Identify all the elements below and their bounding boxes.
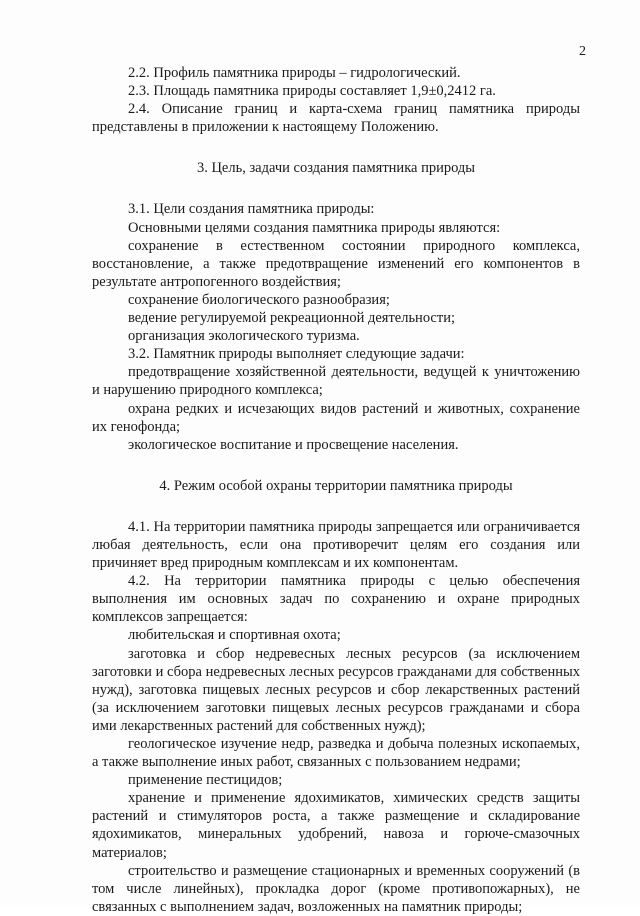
list-item-prohibition: хранение и применение ядохимикатов, химических средств защиты растений и стимуляторов роста, а также размещение и складирование ядохимикатов, минеральных удобрений, навоза и горюче-смазочных материалов;	[92, 790, 580, 861]
list-item-goal: сохранение в естественном состоянии природного комплекса, восстановление, а также предотвращение изменений его компонентов в результате антропогенного воздействия;	[92, 237, 580, 290]
list-item-goal: организация экологического туризма.	[128, 328, 360, 345]
section-heading-4: 4. Режим особой охраны территории памятника природы	[159, 477, 513, 494]
list-item-prohibition: заготовка и сбор недревесных лесных ресурсов (за исключением заготовки и сбора недревесных лесных ресурсов гражданами для собственных нужд), заготовка пищевых лесных ресурсов и сбор лекарственных растений (за исключением заготовки пищевых лесных ресурсов гражданами и сбора ими лекарственных растений для собственных нужд);	[92, 645, 580, 734]
page-number: 2	[579, 44, 586, 59]
paragraph-goals-intro: Основными целями создания памятника природы являются:	[128, 219, 501, 236]
paragraph-4-1: 4.1. На территории памятника природы запрещается или ограничивается любая деятельность, если она противоречит целям его создания или причиняет вред природным комплексам и их компонентам.	[92, 518, 580, 572]
spacer	[92, 454, 580, 477]
list-item-prohibition: любительская и спортивная охота;	[128, 627, 341, 644]
paragraph-3-1: 3.1. Цели создания памятника природы:	[128, 201, 375, 218]
paragraph-2-2: 2.2. Профиль памятника природы – гидрологический.	[128, 65, 461, 81]
document-body	[92, 64, 580, 916]
paragraph-2-4: 2.4. Описание границ и карта-схема границ памятника природы представлены в приложении к настоящему Положению.	[92, 101, 580, 136]
spacer	[92, 495, 580, 518]
spacer	[92, 136, 580, 159]
list-item-task: экологическое воспитание и просвещение населения.	[128, 436, 459, 453]
list-item-goal: ведение регулируемой рекреационной деятельности;	[128, 310, 455, 327]
list-item-goal: сохранение биологического разнообразия;	[128, 291, 390, 308]
list-item-prohibition: геологическое изучение недр, разведка и добыча полезных ископаемых, а также выполнение иных работ, связанных с пользованием недрами;	[92, 736, 580, 771]
paragraph-4-2: 4.2. На территории памятника природы с целью обеспечения выполнения им основных задач по сохранению и охране природных комплексов запрещается:	[92, 573, 580, 626]
section-heading-3: 3. Цель, задачи создания памятника природы	[196, 160, 476, 177]
list-item-task: охрана редких и исчезающих видов растений и животных, сохранение их генофонда;	[92, 400, 580, 435]
paragraph-3-2: 3.2. Памятник природы выполняет следующие задачи:	[128, 346, 465, 363]
list-item-prohibition: строительство и размещение стационарных и временных сооружений (в том числе линейных), прокладка дорог (кроме противопожарных), не связанных с выполнением задач, возложенных на памятник природы;	[92, 862, 580, 915]
list-item-task: предотвращение хозяйственной деятельности, ведущей к уничтожению и нарушению природного комплекса;	[92, 364, 580, 399]
paragraph-2-3: 2.3. Площадь памятника природы составляет 1,9±0,2412 га.	[128, 83, 496, 100]
list-item-prohibition: применение пестицидов;	[128, 772, 283, 789]
spacer	[92, 177, 580, 200]
